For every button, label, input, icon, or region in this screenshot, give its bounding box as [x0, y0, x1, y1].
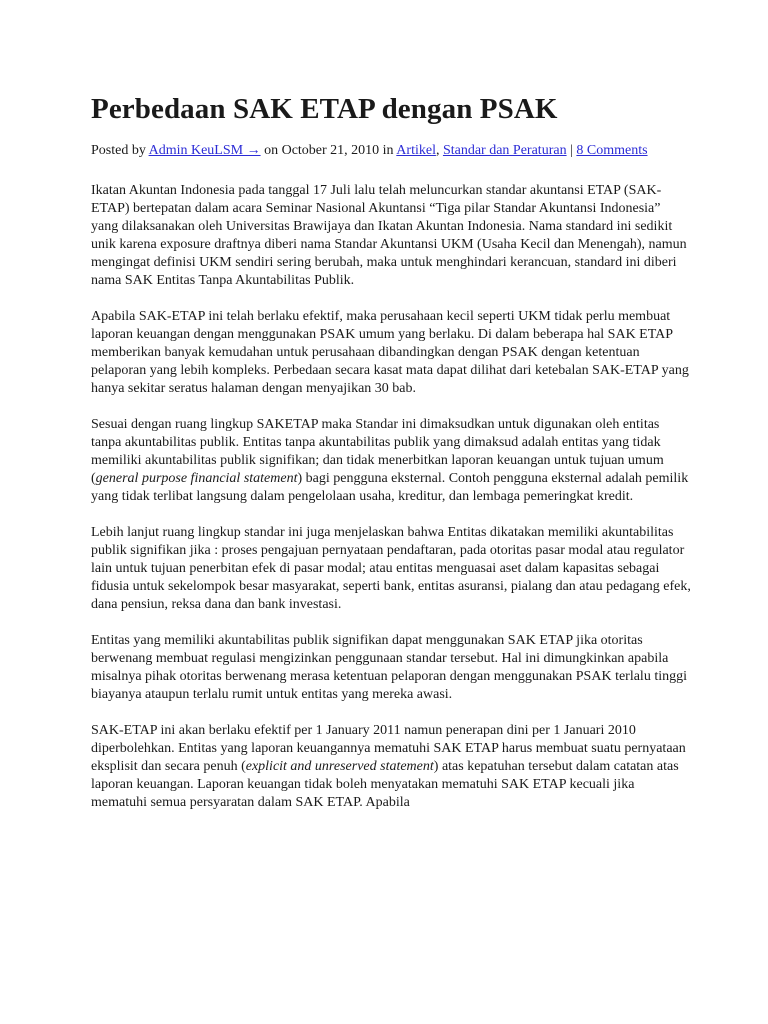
paragraph-6-text-b: ) atas kepatuhan tersebut dalam catatan atas laporan keuangan. Laporan keuangan tidak boleh menyatakan mematuhi SAK ETAP kecuali jika mematuhi semua persyaratan dalam SAK ETAP. Apabila	[91, 759, 679, 810]
category-link-standar[interactable]: Standar dan Peraturan	[442, 143, 567, 158]
article-title: Perbedaan SAK ETAP dengan PSAK	[91, 93, 558, 125]
paragraph-6	[91, 722, 691, 812]
meta-separator: |	[570, 143, 573, 158]
paragraph-5: Entitas yang memiliki akuntabilitas publik signifikan dapat menggunakan SAK ETAP jika otoritas berwenang membuat regulasi mengizinkan penggunaan standar tersebut. Hal ini dimungkinkan apabila misalnya pihak otoritas berwenang merasa ketentuan pelaporan dengan menggunakan PSAK terlalu tinggi biayanya ataupun terlalu rumit untuk entitas yang mereka awasi.	[91, 633, 687, 702]
author-link[interactable]: Admin KeuLSM →	[148, 143, 261, 158]
posted-by-label: Posted by	[91, 143, 146, 158]
paragraph-1: Ikatan Akuntan Indonesia pada tanggal 17 Juli lalu telah meluncurkan standar akuntansi ETAP (SAK-ETAP) bertepatan dalam acara Seminar Nasional Akuntansi “Tiga pilar Standar Akuntansi Indonesia” yang dilaksanakan oleh Universitas Brawijaya dan Ikatan Akuntan Indonesia. Nama standard ini sedikit unik karena exposure draftnya diberi nama Standar Akuntansi UKM (Usaha Kecil dan Menengah), namun mengingat definisi UKM sendiri sering berubah, maka untuk menghindari kerancuan, standard ini diberi nama SAK Entitas Tanpa Akuntabilitas Publik.	[91, 183, 687, 288]
article	[91, 92, 691, 830]
article-body	[91, 182, 691, 812]
paragraph-4: Lebih lanjut ruang lingkup standar ini juga menjelaskan bahwa Entitas dikatakan memiliki akuntabilitas publik signifikan jika : proses pengajuan pernyataan pendaftaran, pada otoritas pasar modal atau regulator lain untuk tujuan penerbitan efek di pasar modal; atau entitas menguasai aset dalam kapasitas sebagai fidusia untuk sekelompok besar masyarakat, seperti bank, entitas asuransi, pialang dan atau pedagang efek, dana pensiun, reksa dana dan bank investasi.	[91, 525, 691, 612]
post-date: on October 21, 2010 in	[264, 143, 394, 158]
paragraph-3-text-b: ) bagi pengguna eksternal. Contoh pengguna eksternal adalah pemilik yang tidak terlibat langsung dalam pengelolaan usaha, kreditur, dan lembaga pemeringkat kredit.	[91, 471, 689, 504]
paragraph-3	[91, 416, 691, 506]
paragraph-6-text-a: SAK-ETAP ini akan berlaku efektif per 1 January 2011 namun penerapan dini per 1 Januari 2010 diperbolehkan. Entitas yang laporan keuangannya mematuhi SAK ETAP harus membuat suatu pernyataan eksplisit dan secara penuh (	[91, 723, 686, 774]
post-meta	[91, 142, 691, 160]
category-link-artikel[interactable]: Artikel	[396, 143, 436, 158]
paragraph-3-text-a: Sesuai dengan ruang lingkup SAKETAP maka Standar ini dimaksudkan untuk digunakan oleh entitas tanpa akuntabilitas publik. Entitas tanpa akuntabilitas publik yang dimaksud adalah entitas yang tidak memiliki akuntabilitas publik signifikan; dan tidak menerbitkan laporan keuangan untuk tujuan umum (	[91, 417, 664, 486]
paragraph-6-emphasis: explicit and unreserved statement	[245, 759, 434, 774]
category-separator: ,	[435, 143, 440, 158]
paragraph-3-emphasis: general purpose financial statement	[95, 471, 298, 486]
paragraph-2: Apabila SAK-ETAP ini telah berlaku efektif, maka perusahaan kecil seperti UKM tidak perlu membuat laporan keuangan dengan menggunakan PSAK umum yang berlaku. Di dalam beberapa hal SAK ETAP memberikan banyak kemudahan untuk perusahaan dibandingkan dengan PSAK dengan ketentuan pelaporan yang lebih kompleks. Perbedaan secara kasat mata dapat dilihat dari ketebalan SAK-ETAP yang hanya sekitar seratus halaman dengan menyajikan 30 bab.	[91, 309, 689, 396]
comments-link[interactable]: 8 Comments	[576, 143, 648, 158]
